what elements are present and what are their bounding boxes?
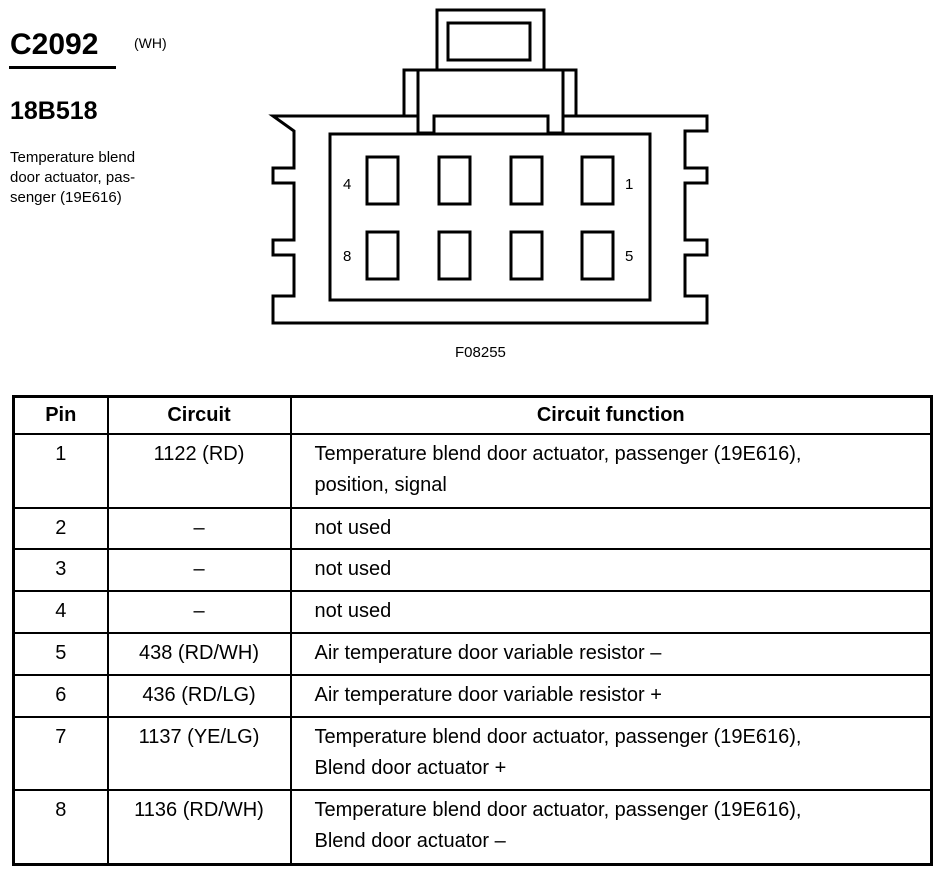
table-row bbox=[14, 434, 932, 508]
cell-function: not used bbox=[291, 549, 932, 591]
connector-housing-outline bbox=[273, 116, 707, 323]
terminal-slot bbox=[511, 232, 542, 279]
figure-code: F08255 bbox=[455, 344, 506, 361]
cell-circuit: 436 (RD/LG) bbox=[108, 675, 291, 717]
column-header-pin: Pin bbox=[14, 397, 108, 435]
cell-pin: 1 bbox=[14, 434, 108, 508]
terminal-slot bbox=[439, 157, 470, 204]
cell-circuit: – bbox=[108, 508, 291, 550]
cell-pin: 4 bbox=[14, 591, 108, 633]
pin-label-bottom-right: 5 bbox=[625, 248, 634, 265]
cell-function: not used bbox=[291, 591, 932, 633]
pin-label-top-left: 4 bbox=[343, 176, 352, 193]
cell-function: Temperature blend door actuator, passenger (19E616), Blend door actuator – bbox=[291, 790, 932, 864]
terminal-slot bbox=[367, 157, 398, 204]
column-header-function: Circuit function bbox=[291, 397, 932, 435]
cell-function: not used bbox=[291, 508, 932, 550]
cell-pin: 5 bbox=[14, 633, 108, 675]
cell-circuit: 1122 (RD) bbox=[108, 434, 291, 508]
column-header-circuit: Circuit bbox=[108, 397, 291, 435]
pinout-table bbox=[12, 395, 933, 866]
latch-window bbox=[448, 23, 530, 60]
terminal-slot bbox=[439, 232, 470, 279]
connector-face-diagram bbox=[0, 0, 951, 380]
table-row bbox=[14, 675, 932, 717]
table-row bbox=[14, 591, 932, 633]
part-number: 18B518 bbox=[10, 97, 98, 125]
cell-pin: 3 bbox=[14, 549, 108, 591]
cell-function: Temperature blend door actuator, passenger (19E616), position, signal bbox=[291, 434, 932, 508]
table-row bbox=[14, 549, 932, 591]
cell-circuit: 1136 (RD/WH) bbox=[108, 790, 291, 864]
cell-pin: 8 bbox=[14, 790, 108, 864]
cell-function: Air temperature door variable resistor – bbox=[291, 633, 932, 675]
connector-color-code: (WH) bbox=[134, 35, 167, 51]
cell-function: Temperature blend door actuator, passenger (19E616), Blend door actuator + bbox=[291, 717, 932, 791]
connector-id: C2092 bbox=[10, 28, 99, 61]
table-row bbox=[14, 633, 932, 675]
terminal-slot bbox=[582, 232, 613, 279]
cell-circuit: 1137 (YE/LG) bbox=[108, 717, 291, 791]
connector-description: Temperature blend door actuator, pas- senger (19E616) bbox=[10, 149, 136, 206]
cell-circuit: – bbox=[108, 591, 291, 633]
cell-circuit: – bbox=[108, 549, 291, 591]
terminal-slot bbox=[582, 157, 613, 204]
terminal-cavity bbox=[330, 134, 650, 300]
cell-circuit: 438 (RD/WH) bbox=[108, 633, 291, 675]
terminal-slot bbox=[367, 232, 398, 279]
table-row bbox=[14, 717, 932, 791]
cell-pin: 6 bbox=[14, 675, 108, 717]
table-row bbox=[14, 790, 932, 864]
terminal-slot bbox=[511, 157, 542, 204]
cell-function: Air temperature door variable resistor + bbox=[291, 675, 932, 717]
table-header-row bbox=[14, 397, 932, 435]
table-row bbox=[14, 508, 932, 550]
pin-label-top-right: 1 bbox=[625, 176, 634, 193]
cell-pin: 2 bbox=[14, 508, 108, 550]
pin-label-bottom-left: 8 bbox=[343, 248, 352, 265]
cell-pin: 7 bbox=[14, 717, 108, 791]
